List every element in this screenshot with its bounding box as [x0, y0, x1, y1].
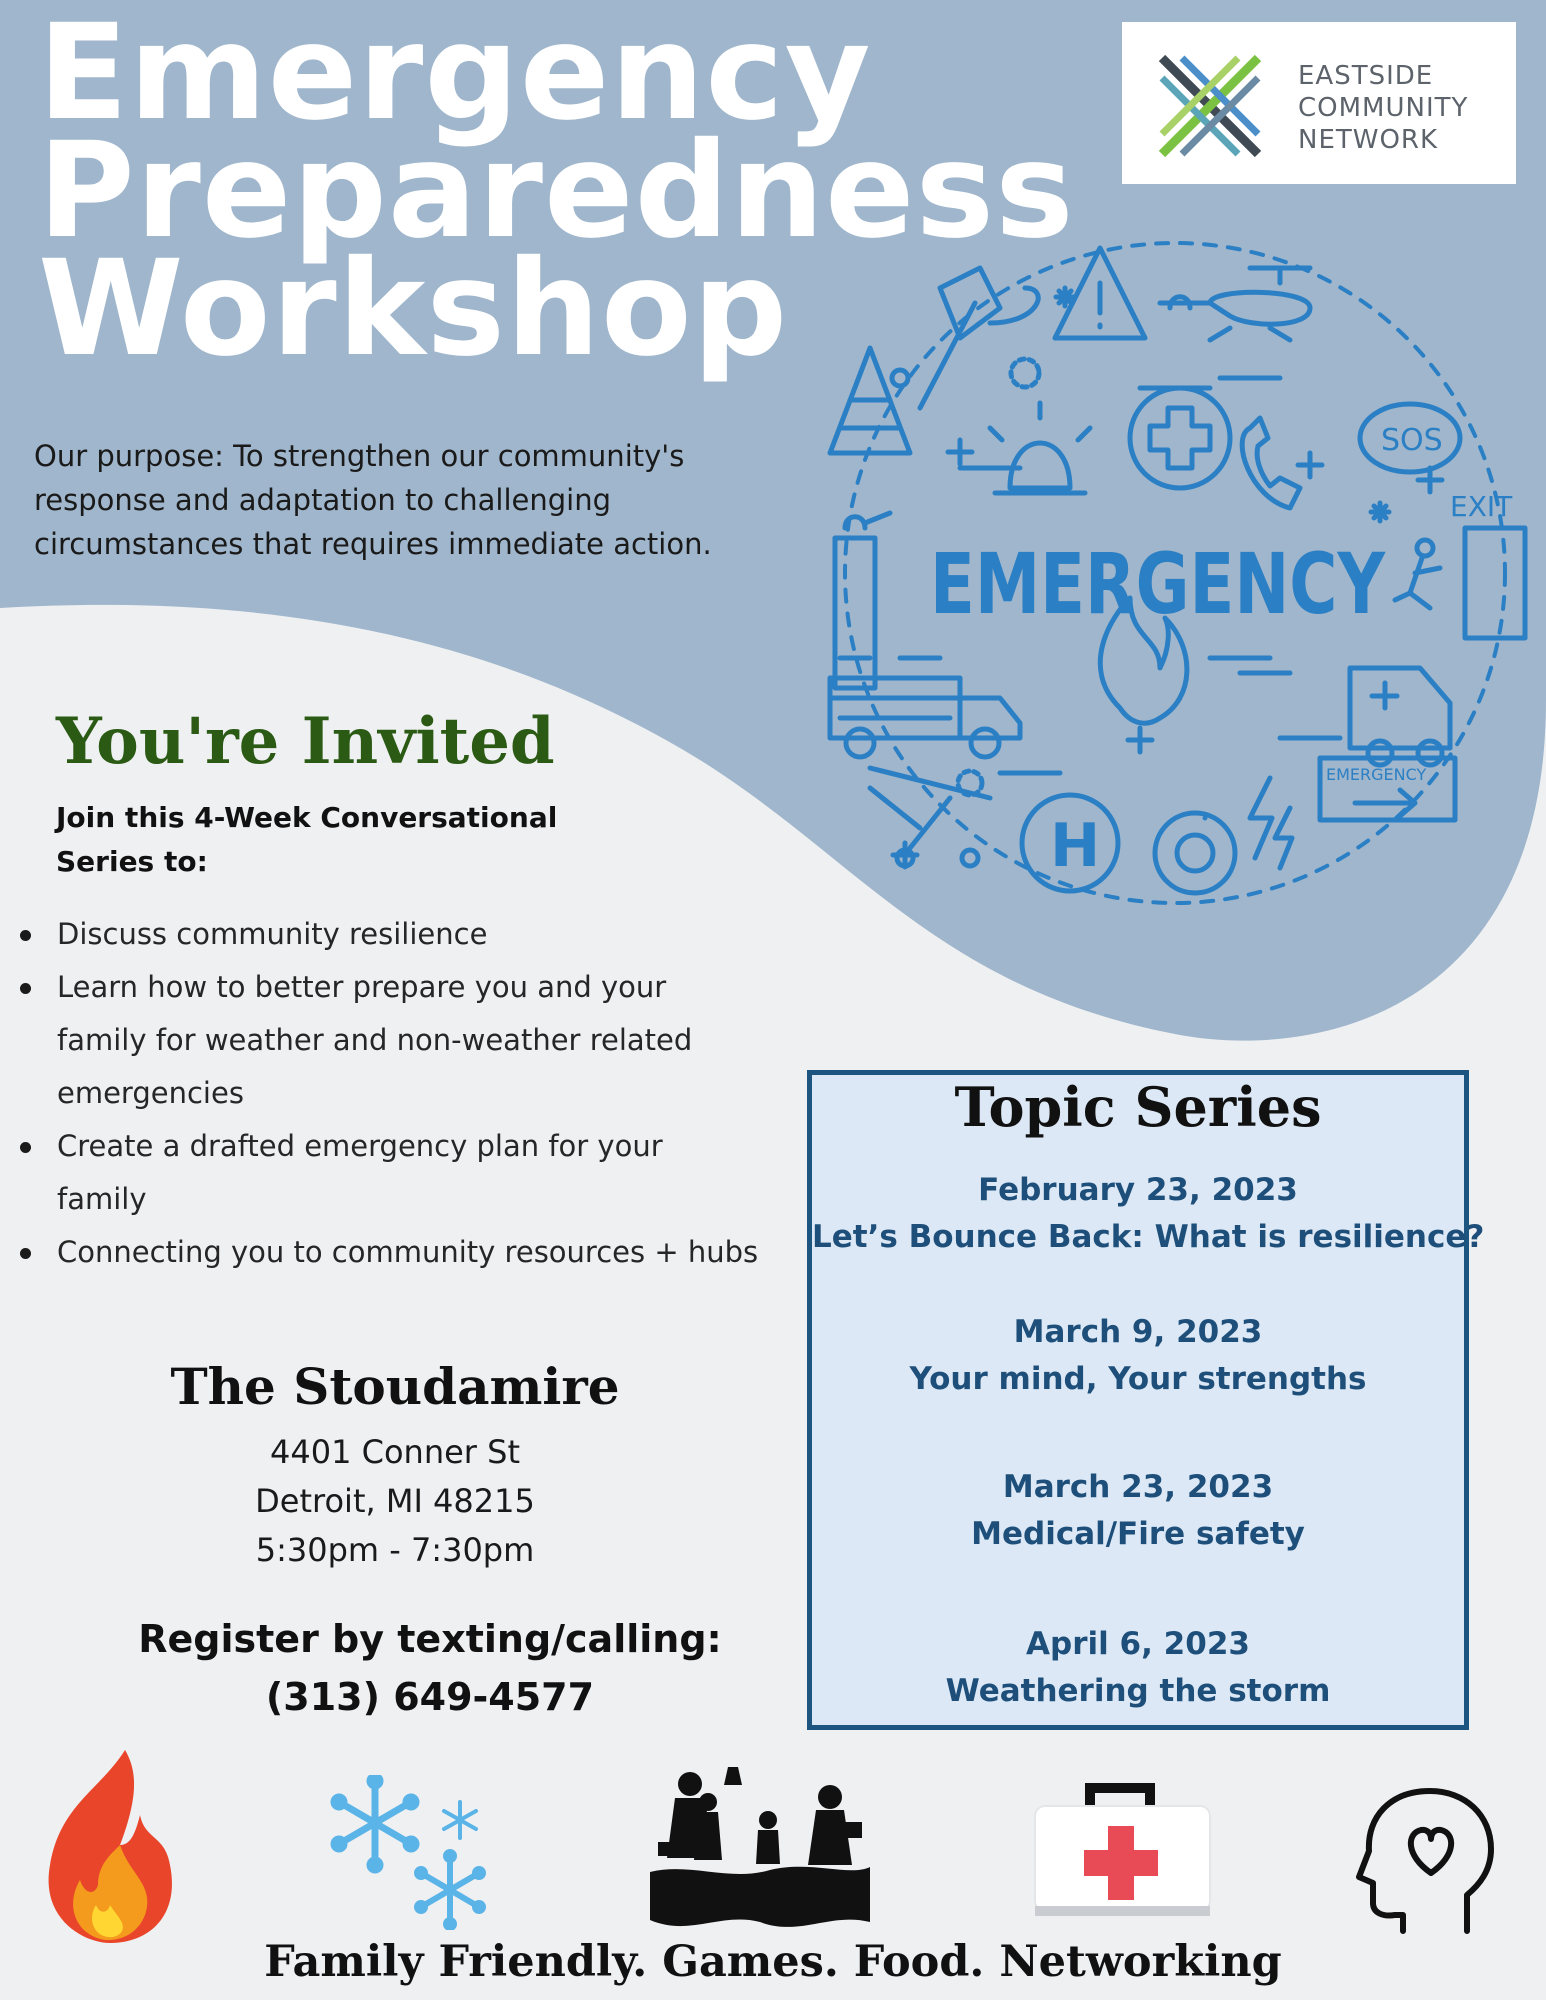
hospital-text: H — [1050, 811, 1101, 881]
title-line-2: Preparedness — [38, 114, 1075, 268]
topic-series-box — [807, 1070, 1485, 1730]
list-item: Create a drafted emergency plan for your family — [0, 1120, 760, 1226]
goals-list — [0, 908, 760, 1279]
venue-name: The Stoudamire — [170, 1357, 620, 1416]
topic-series-heading: Topic Series — [954, 1075, 1322, 1139]
fire-icon — [30, 1745, 180, 1945]
topic-title: Medical/Fire safety — [971, 1516, 1305, 1552]
hose-reel-icon — [1155, 813, 1235, 893]
topic-item — [812, 1464, 1464, 1558]
traffic-cone-icon — [830, 348, 910, 453]
invite-subheading: Join this 4-Week Conversational Series to: — [56, 801, 558, 878]
fire-extinguisher-icon — [835, 513, 890, 688]
topic-item — [812, 1167, 1485, 1261]
topic-date: February 23, 2023 — [978, 1172, 1298, 1208]
exit-door-icon — [1465, 528, 1525, 638]
title-line-3: Workshop — [38, 232, 789, 386]
flood-family-icon — [650, 1762, 870, 1937]
running-person-icon — [1417, 540, 1433, 556]
city-address: Detroit, MI 48215 — [255, 1482, 535, 1520]
topic-title: Weathering the storm — [945, 1673, 1331, 1709]
registration-info — [90, 1610, 770, 1726]
logo-wordmark: EASTSIDE COMMUNITY NETWORK — [1298, 61, 1469, 155]
purpose-statement: Our purpose: To strengthen our community's response and adaptation to challenging circumstances that requires immediate action. — [34, 439, 712, 561]
register-label: Register by texting/calling: — [138, 1617, 722, 1661]
list-item: Discuss community resilience — [0, 908, 760, 961]
topic-date: April 6, 2023 — [1026, 1626, 1250, 1662]
emergency-icon-collage — [810, 228, 1530, 908]
topic-item — [812, 1621, 1464, 1715]
event-time: 5:30pm - 7:30pm — [255, 1531, 535, 1569]
list-item: Learn how to better prepare you and your family for weather and non-weather related emergencies — [0, 961, 760, 1120]
exit-text: EXIT — [1450, 490, 1513, 523]
axe-icon — [920, 268, 1000, 408]
register-phone[interactable]: (313) 649-4577 — [265, 1675, 595, 1719]
phone-icon — [1242, 418, 1300, 508]
stretcher-icon — [870, 768, 990, 848]
invite-heading: You're Invited — [56, 704, 555, 779]
helicopter-icon — [1160, 268, 1310, 340]
ambulance-icon — [1350, 668, 1450, 748]
snowflake-icon — [320, 1775, 495, 1930]
logo-x-mark-icon — [1154, 50, 1266, 162]
street-address: 4401 Conner St — [270, 1433, 520, 1471]
footer-tagline: Family Friendly. Games. Food. Networking — [264, 1937, 1282, 1987]
topic-title: Let’s Bounce Back: What is resilience? — [812, 1219, 1485, 1255]
venue-address — [110, 1428, 680, 1575]
topic-date: March 23, 2023 — [1002, 1469, 1274, 1505]
eastside-community-network-logo — [1122, 22, 1516, 184]
siren-icon — [990, 403, 1090, 493]
first-aid-kit-icon — [1030, 1778, 1215, 1923]
medical-cross-icon — [1130, 388, 1230, 488]
sos-text: SOS — [1381, 423, 1443, 458]
topic-date: March 9, 2023 — [1013, 1314, 1263, 1350]
title-line-1: Emergency — [38, 0, 872, 150]
topic-item — [812, 1309, 1464, 1403]
mental-health-head-icon — [1355, 1785, 1495, 1935]
lightning-icon — [1250, 778, 1292, 868]
topic-title: Your mind, Your strengths — [909, 1361, 1367, 1397]
emergency-sign-text: EMERGENCY — [1326, 765, 1427, 784]
emergency-word: EMERGENCY — [930, 535, 1386, 633]
list-item: Connecting you to community resources + hubs — [0, 1226, 760, 1279]
